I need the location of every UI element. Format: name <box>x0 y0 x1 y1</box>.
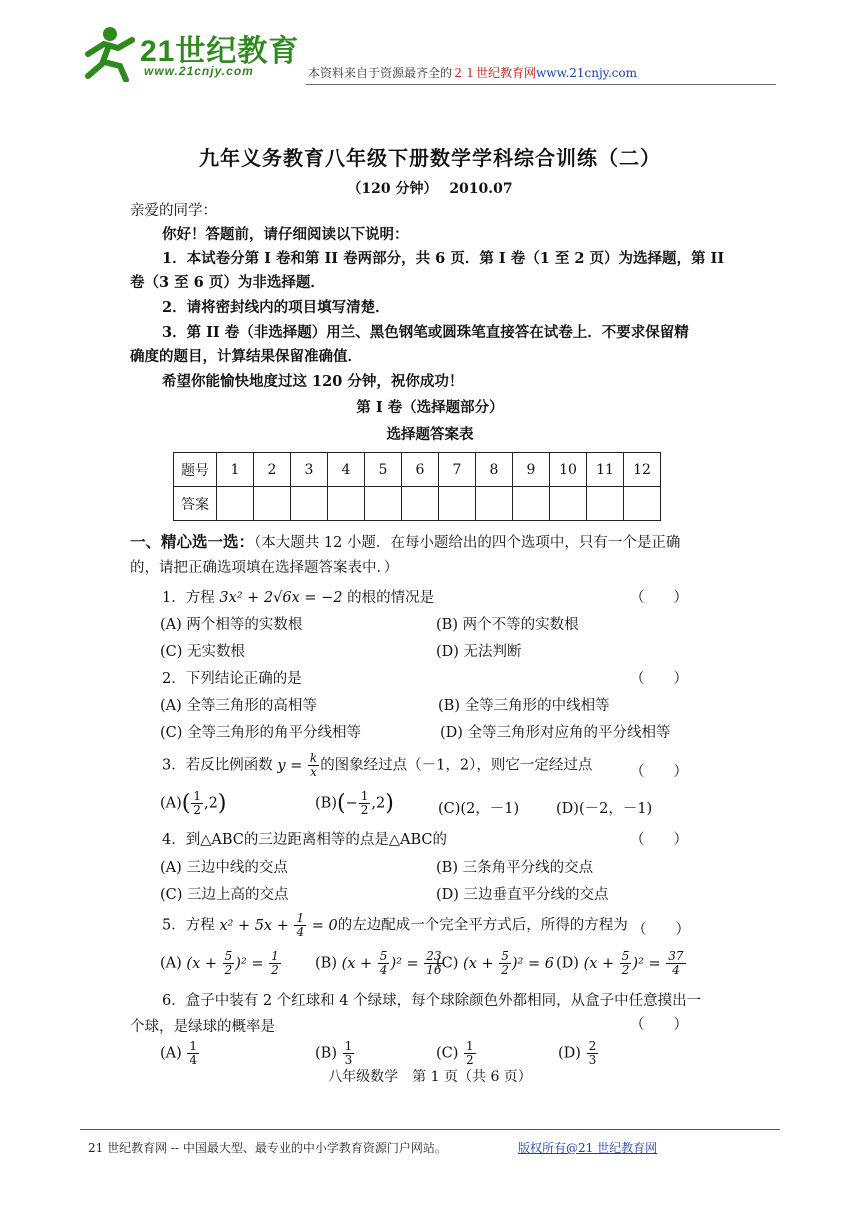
section-1-line-a <box>130 531 680 554</box>
q3-stem-text: 的图象经过点（－1，2），则它一定经过点 <box>320 757 593 774</box>
q1-stem-text: 1．方程 <box>162 590 220 606</box>
rule-3-line-a: 3．第 II 卷（非选择题）用兰、黑色钢笔或圆珠笔直接答在试卷上．不要求保留精 <box>162 324 689 341</box>
q1-equation: 3x² + 2√6x = −2 <box>219 590 343 606</box>
logo-url: www.21cnjy.com <box>144 64 254 78</box>
page-number-footer: 八年级数学 第 1 页（共 6 页） <box>328 1069 532 1085</box>
rule-2: 2．请将密封线内的项目填写清楚． <box>162 299 390 316</box>
section-1-desc-a: （本大题共 12 小题．在每小题给出的四个选项中，只有一个是正确 <box>254 535 681 551</box>
q5-equation: x² + 5x + $\frac{1}{4}$ = 0 <box>219 911 338 939</box>
rule-3-line-b: 确度的题目，计算结果保留准确值． <box>130 348 362 365</box>
answer-cell[interactable] <box>217 487 254 521</box>
q1-option-a: (A) 两个相等的实数根 <box>160 617 303 633</box>
q3-option-c: (C)(2，－1) <box>438 801 520 817</box>
q4-option-c: (C) 三边上高的交点 <box>160 887 289 903</box>
site-logo[interactable] <box>80 20 320 90</box>
q1-stem <box>162 586 434 607</box>
q2-option-c: (C) 全等三角形的角平分线相等 <box>160 725 362 741</box>
answer-cell[interactable] <box>476 487 513 521</box>
rule-1-line-b: 卷（3 至 6 页）为非选择题． <box>130 274 325 291</box>
section-1-heading: 一、精心选一选： <box>130 532 255 551</box>
answer-cell[interactable] <box>587 487 624 521</box>
wish: 希望你能愉快地度过这 120 分钟，祝你成功！ <box>162 373 464 390</box>
q5-option-d: (D) (x + $\frac{5}{2}$ )² = $\frac{37}{4}$ <box>556 949 684 977</box>
part-1-heading: 第 I 卷（选择题部分） <box>356 399 504 416</box>
q5-option-c: (C) (x + $\frac{5}{2}$ )² = 6 <box>436 949 554 977</box>
q3-function: y = $\frac{k}{x}$ <box>277 751 318 779</box>
q3-option-b: (B)(− $\frac{1}{2}$ ,2) <box>315 789 394 817</box>
q6-answer-paren[interactable]: （ ） <box>630 1017 688 1033</box>
q5-answer-paren[interactable]: （ ） <box>632 922 690 938</box>
doc-subtitle: （120 分钟） 2010.07 <box>347 181 513 197</box>
q4-answer-paren[interactable]: （ ） <box>630 832 688 848</box>
greeting: 亲爱的同学： <box>130 203 217 219</box>
q6-stem-a: 6．盒子中装有 2 个红球和 4 个绿球，每个球除颜色外都相同，从盒子中任意摸出一 <box>162 993 702 1009</box>
q6-option-a: (A) $\frac{1}{4}$ <box>160 1039 198 1067</box>
table-header-cell: 题号 <box>174 453 217 487</box>
q5-option-b: (B) (x + $\frac{5}{4}$ )² = $\frac{23}{16}$ <box>315 949 442 977</box>
answer-cell[interactable] <box>365 487 402 521</box>
header-note-text: 本资料来自于资源最齐全的 <box>308 66 453 80</box>
q3-answer-paren[interactable]: （ ） <box>630 764 688 780</box>
intro: 你好！答题前，请仔细阅读以下说明： <box>162 226 409 243</box>
q1-option-c: (C) 无实数根 <box>160 644 246 660</box>
table-cell: 5 <box>365 453 402 487</box>
q4-option-b: (B) 三条角平分线的交点 <box>436 860 594 876</box>
section-1-desc-b: 的，请把正确选项填在选择题答案表中．） <box>130 560 399 576</box>
answer-cell[interactable] <box>402 487 439 521</box>
header-note <box>308 64 637 81</box>
q5-option-a: (A) (x + $\frac{5}{2}$ )² = $\frac{1}{2}$ <box>160 949 279 977</box>
answer-cell[interactable] <box>439 487 476 521</box>
q2-option-a: (A) 全等三角形的高相等 <box>160 698 317 714</box>
q4-option-a: (A) 三边中线的交点 <box>160 860 288 876</box>
logo-text: 21世纪教育 <box>140 35 300 68</box>
answer-cell[interactable] <box>624 487 661 521</box>
q4-option-d: (D) 三边垂直平分线的交点 <box>436 887 609 903</box>
answer-table-title: 选择题答案表 <box>386 426 474 443</box>
q3-stem <box>162 752 592 779</box>
q1-option-b: (B) 两个不等的实数根 <box>436 617 579 633</box>
q2-stem: 2．下列结论正确的是 <box>162 671 302 687</box>
answer-cell[interactable] <box>513 487 550 521</box>
q5-stem-text: 的左边配成一个完全平方式后，所得的方程为 <box>337 917 628 934</box>
table-cell: 9 <box>513 453 550 487</box>
table-cell: 1 <box>217 453 254 487</box>
table-cell: 3 <box>291 453 328 487</box>
q3-option-d: (D)(－2，－1) <box>556 801 653 817</box>
q5-stem-text: 5．方程 <box>162 917 220 934</box>
table-cell: 4 <box>328 453 365 487</box>
header-divider <box>306 84 776 85</box>
q1-option-d: (D) 无法判断 <box>436 644 522 660</box>
table-row <box>174 453 661 487</box>
q2-answer-paren[interactable]: （ ） <box>630 671 688 687</box>
header-site-name[interactable]: ２１世纪教育网 <box>452 66 537 80</box>
rule-1-line-a: 1．本试卷分第 I 卷和第 II 卷两部分，共 6 页．第 I 卷（1 至 2 页）为选择题，第 II <box>162 250 725 267</box>
q6-option-b: (B) $\frac{1}{3}$ <box>315 1039 353 1067</box>
q2-option-d: (D) 全等三角形对应角的平分线相等 <box>440 725 671 741</box>
header-site-url[interactable]: www.21cnjy.com <box>536 66 637 80</box>
table-cell: 7 <box>439 453 476 487</box>
answer-cell[interactable] <box>291 487 328 521</box>
q2-option-b: (B) 全等三角形的中线相等 <box>438 698 610 714</box>
table-cell: 8 <box>476 453 513 487</box>
table-cell: 12 <box>624 453 661 487</box>
q6-option-c: (C) $\frac{1}{2}$ <box>436 1039 474 1067</box>
q6-option-d: (D) $\frac{2}{3}$ <box>558 1039 597 1067</box>
q1-answer-paren[interactable]: （ ） <box>630 590 688 606</box>
runner-logo-icon <box>80 24 140 82</box>
footer-divider <box>80 1129 780 1130</box>
copyright-link[interactable]: 版权所有@21 世纪教育网 <box>518 1141 658 1155</box>
q3-stem-text: 3．若反比例函数 <box>162 757 278 774</box>
table-header-cell: 答案 <box>174 487 217 521</box>
table-cell: 2 <box>254 453 291 487</box>
q1-stem-text: 的根的情况是 <box>342 590 435 606</box>
answer-cell[interactable] <box>328 487 365 521</box>
q5-stem <box>162 912 628 939</box>
q4-stem: 4．到△ABC的三边距离相等的点是△ABC的 <box>162 832 448 848</box>
answer-table <box>173 452 661 521</box>
q6-stem-b: 个球，是绿球的概率是 <box>130 1019 275 1035</box>
table-cell: 11 <box>587 453 624 487</box>
answer-cell[interactable] <box>550 487 587 521</box>
table-row <box>174 487 661 521</box>
q3-option-a: (A)( $\frac{1}{2}$ ,2) <box>160 789 227 817</box>
doc-title: 九年义务教育八年级下册数学学科综合训练（二） <box>199 146 661 170</box>
site-footer-text: 21 世纪教育网 -- 中国最大型、最专业的中小学教育资源门户网站。 <box>88 1141 447 1155</box>
table-cell: 6 <box>402 453 439 487</box>
answer-cell[interactable] <box>254 487 291 521</box>
table-cell: 10 <box>550 453 587 487</box>
